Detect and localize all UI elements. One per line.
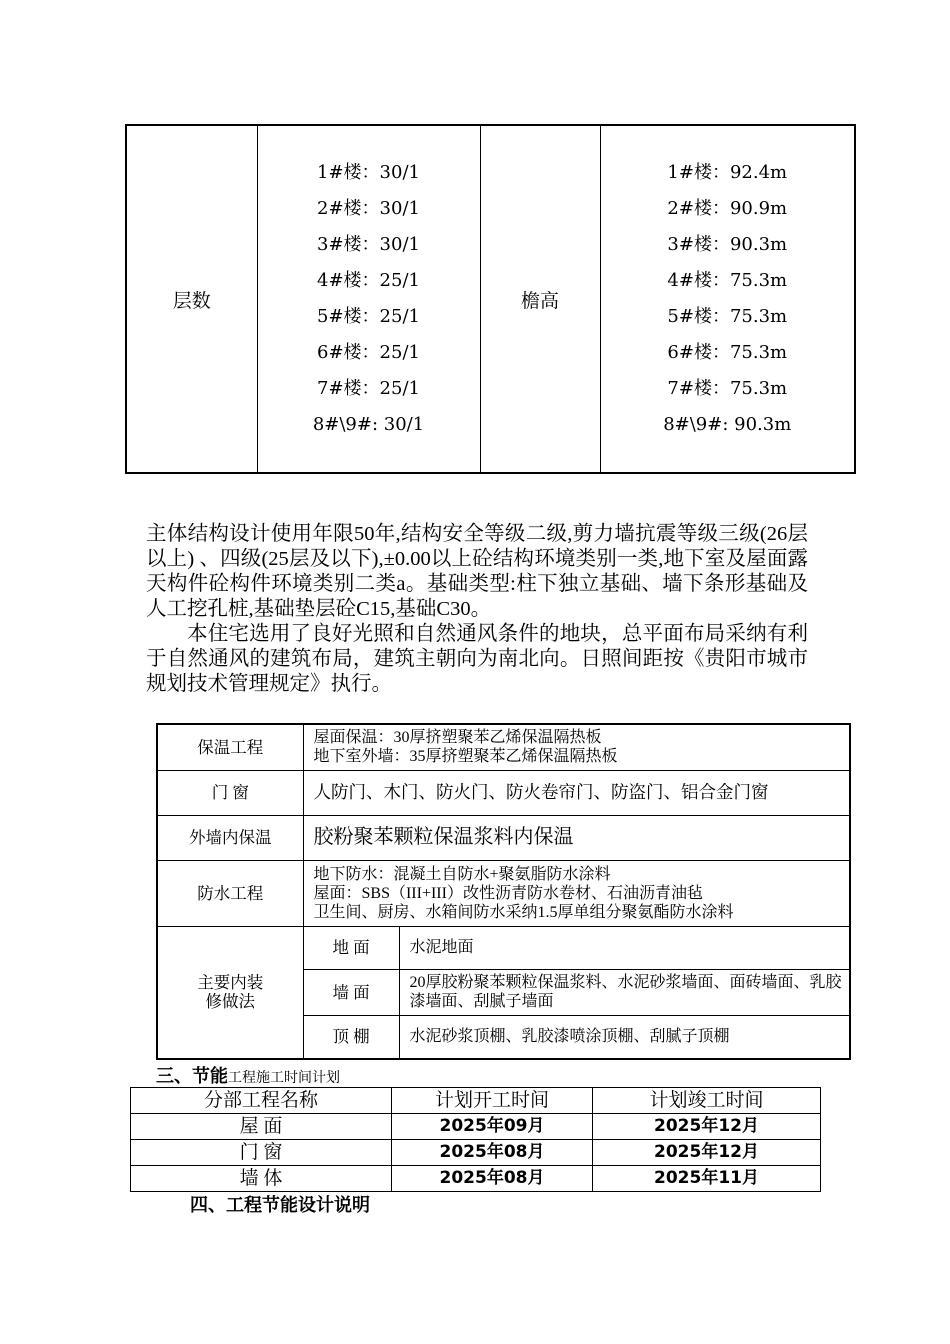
section-heading-3-subtitle: 工程施工时间计划 [228, 1071, 340, 1086]
table-row [131, 1166, 821, 1192]
eave-list [601, 155, 855, 443]
column-header: 计划竣工时间 [593, 1088, 821, 1114]
floor-item: 6#楼：25/1 [317, 342, 420, 363]
floors-values-cell [257, 125, 480, 473]
floor-item: 2#楼：30/1 [317, 198, 420, 219]
floor-item: 8#\9#: 30/1 [312, 414, 425, 435]
eave-item: 3#楼：90.3m [667, 234, 788, 255]
paragraph-site: 本住宅选用了良好光照和自然通风条件的地块，总平面布局采纳有利于自然通风的建筑布局，建筑主朝向为南北向。日照间距按《贵阳市城市规划技术管理规定》执行。 [146, 623, 808, 695]
floor-item: 5#楼：25/1 [317, 306, 420, 327]
insulation-line: 屋面保温：30厚挤塑聚苯乙烯保温隔热板 [313, 729, 602, 747]
waterproof-label: 防水工程 [157, 860, 303, 926]
eave-item: 4#楼：75.3m [667, 270, 788, 291]
insulation-label: 保温工程 [157, 724, 303, 770]
eave-label: 檐高 [480, 125, 600, 473]
doors-value: 人防门、木门、防火门、防火卷帘门、防盗门、铝合金门窗 [303, 770, 850, 815]
wall-insulation-label: 外墙内保温 [157, 815, 303, 860]
interior-label [157, 926, 303, 1059]
waterproof-line: 屋面：SBS（III+III）改性沥青防水卷材、石油沥青油毡 [313, 884, 703, 902]
waterproof-line: 地下防水：混凝土自防水+聚氨脂防水涂料 [313, 865, 611, 883]
column-header: 分部工程名称 [131, 1088, 392, 1114]
eave-item: 5#楼：75.3m [667, 306, 788, 327]
floor-finish-value: 水泥地面 [399, 926, 850, 969]
table-header-row [131, 1088, 821, 1114]
wall-finish-label: 墙 面 [303, 969, 399, 1015]
end-date: 2025年12月 [593, 1140, 821, 1166]
eave-values-cell [600, 125, 855, 473]
work-name: 屋 面 [131, 1114, 392, 1140]
eave-item: 8#\9#: 90.3m [663, 414, 792, 435]
start-date: 2025年08月 [392, 1140, 593, 1166]
construction-materials-table [156, 723, 851, 1060]
paragraph-structure: 主体结构设计使用年限50年,结构安全等级二级,剪力墙抗震等级三级(26层以上) 、四级(25层及以下),±0.00以上砼结构环境类别一类,地下室及屋面露天构件砼构件环境类别二类a。基础类型:柱下独立基础、墙下条形基础及人工挖孔桩,基础垫层砼C15,基础C30。 [146, 523, 808, 620]
ceiling-finish-value: 水泥砂浆顶棚、乳胶漆喷涂顶棚、刮腻子顶棚 [399, 1015, 850, 1059]
work-name: 墙 体 [131, 1166, 392, 1192]
end-date: 2025年11月 [593, 1166, 821, 1192]
table-row [157, 724, 850, 770]
wall-insulation-value: 胶粉聚苯颗粒保温浆料内保温 [303, 815, 850, 860]
floor-item: 1#楼：30/1 [317, 162, 420, 183]
ceiling-finish-label: 顶 棚 [303, 1015, 399, 1059]
floor-item: 7#楼：25/1 [317, 378, 420, 399]
interior-label-line: 主要内装 [197, 973, 264, 993]
floors-list [258, 155, 480, 443]
eave-item: 1#楼：92.4m [667, 162, 788, 183]
interior-label-line: 修做法 [205, 992, 255, 1012]
table-row [157, 860, 850, 926]
insulation-value [303, 724, 850, 770]
floor-item: 3#楼：30/1 [317, 234, 420, 255]
eave-item: 6#楼：75.3m [667, 342, 788, 363]
start-date: 2025年08月 [392, 1166, 593, 1192]
table-row [157, 926, 850, 969]
column-header: 计划开工时间 [392, 1088, 593, 1114]
eave-item: 7#楼：75.3m [667, 378, 788, 399]
table-row [131, 1140, 821, 1166]
section-heading-3 [156, 1062, 340, 1088]
waterproof-line: 卫生间、厨房、水箱间防水采纳1.5厚单组分聚氨酯防水涂料 [313, 903, 734, 921]
eave-item: 2#楼：90.9m [667, 198, 788, 219]
work-name: 门 窗 [131, 1140, 392, 1166]
wall-finish-value: 20厚胶粉聚苯颗粒保温浆料、水泥砂浆墙面、面砖墙面、乳胶漆墙面、刮腻子墙面 [399, 969, 850, 1015]
floor-finish-label: 地 面 [303, 926, 399, 969]
table-row [131, 1114, 821, 1140]
table-row [157, 815, 850, 860]
insulation-line: 地下室外墙：35厚挤塑聚苯乙烯保温隔热板 [313, 748, 618, 766]
end-date: 2025年12月 [593, 1114, 821, 1140]
floor-item: 4#楼：25/1 [317, 270, 420, 291]
structure-description [146, 522, 808, 697]
building-floors-table [125, 124, 856, 474]
section-heading-4: 四、工程节能设计说明 [190, 1195, 370, 1216]
waterproof-value [303, 860, 850, 926]
start-date: 2025年09月 [392, 1114, 593, 1140]
section-heading-3-bold: 三、节能 [156, 1066, 228, 1087]
floors-label: 层数 [126, 125, 257, 473]
schedule-table [130, 1087, 821, 1192]
table-row [157, 770, 850, 815]
doors-label: 门 窗 [157, 770, 303, 815]
